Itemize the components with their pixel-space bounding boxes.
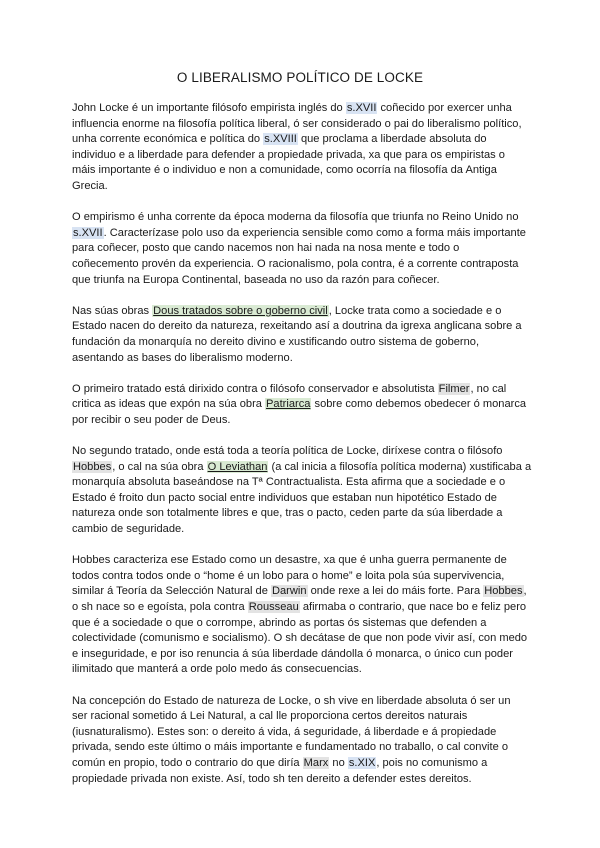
text-run: O primeiro tratado está dirixido contra o filósofo conservador e absolutista <box>72 382 438 395</box>
highlighted-work-title: O Leviathan <box>207 460 268 473</box>
text-run: ilimitado que manterá a orde polo medo ás consecuencias. <box>72 663 362 676</box>
text-run: privada, sendo este último o máis importante e fundamentado no traballo, o cal convite o <box>72 741 508 754</box>
text-run: que é a sociedade o que o corrompe, abrindo as portas ós sistemas que defenden a <box>72 616 487 629</box>
text-run: critica as ideas que expón na súa obra <box>72 398 266 411</box>
text-line <box>72 647 530 663</box>
document-body <box>72 101 530 803</box>
text-line <box>72 709 530 725</box>
text-run: no <box>329 756 348 769</box>
text-line <box>72 740 530 756</box>
text-line <box>72 631 530 647</box>
paragraph-7 <box>72 694 530 788</box>
text-line <box>72 444 530 460</box>
text-line <box>72 756 530 772</box>
highlighted-work-title: Patriarca <box>266 398 311 411</box>
text-line <box>72 257 530 273</box>
paragraph-2 <box>72 210 530 288</box>
text-run: , <box>523 585 527 598</box>
text-line <box>72 163 530 179</box>
text-line <box>72 413 530 429</box>
text-line <box>72 210 530 226</box>
paragraph-4 <box>72 382 530 429</box>
paragraph-6 <box>72 553 530 678</box>
text-run: e inseguridade, e por iso renuncia á súa liberdade dándolla ó monarca, o único cun poder <box>72 647 513 660</box>
text-line <box>72 600 530 616</box>
text-line <box>72 584 530 600</box>
text-line <box>72 460 530 476</box>
text-line <box>72 241 530 257</box>
text-run: todos contra todos onde o “home é un lobo para o home” e loita pola súa supervivencia, <box>72 569 505 582</box>
text-run: ser racional sometido á Lei Natural, a cal lle proporciona certos dereitos naturais <box>72 710 468 723</box>
text-run: propiedade privada non existe. Así, todo sh ten dereito a defender estes dereitos. <box>72 772 472 785</box>
text-run: o sh nace so e egoísta, pola contra <box>72 601 248 613</box>
text-line <box>72 506 530 522</box>
text-line <box>72 226 530 242</box>
text-line <box>72 772 530 788</box>
text-run: , pois no comunismo a <box>376 756 488 769</box>
text-run: asentando as bases do liberalismo moderno. <box>72 351 293 364</box>
text-line <box>72 304 530 320</box>
text-line <box>72 725 530 741</box>
text-line <box>72 179 530 195</box>
highlighted-term: Filmer <box>438 382 470 395</box>
highlighted-term: s.XIX <box>348 756 376 769</box>
text-run: O empirismo é unha corrente da época moderna da filosofía que triunfa no Reino Unido no <box>72 211 519 224</box>
text-line <box>72 335 530 351</box>
highlighted-term: s.XVII <box>346 102 377 114</box>
text-run: onde rexe a lei do máis forte. Para <box>307 585 484 598</box>
text-line <box>72 694 530 710</box>
text-run: Estado é froito dun pacto social entre individuos que estaban nun hipotético Estado de <box>72 491 497 504</box>
text-run: No segundo tratado, onde está toda a teoría política de Locke, diríxese contra o filósofo <box>72 445 503 458</box>
text-run: coñecido por exercer unha <box>377 102 512 114</box>
text-line <box>72 148 530 164</box>
highlighted-term: Marx <box>303 756 329 769</box>
text-run: fundación da monarquía no dereito divino e xustificando outro sistema de goberno, <box>72 335 480 348</box>
text-run: sobre como debemos obedecer ó monarca <box>311 398 527 411</box>
text-line <box>72 662 530 678</box>
text-line <box>72 491 530 507</box>
text-run: . Caracterízase polo uso da experiencia sensible como como a forma máis importante <box>103 226 526 239</box>
text-line <box>72 569 530 585</box>
text-run: Estado nacen do dereito da natureza, rexeitando así a doutrina da igrexa anglicana sobre a <box>72 320 522 333</box>
text-run: cambio de seguridade. <box>72 523 185 536</box>
text-run: para coñecer, posto que cando nacemos non hai nada na nosa mente e todo o <box>72 242 460 255</box>
text-run: John Locke é un importante filósofo empirista inglés do <box>72 102 346 114</box>
text-run: influencia enorme na filosofía política liberal, ó ser considerado o pai do liberalismo político, <box>72 117 522 130</box>
text-run: natureza onde son totalmente libres e que, tras o pacto, ceden parte da súa liberdade a <box>72 507 503 520</box>
text-run: común en propio, todo o contrario do que diría <box>72 756 303 769</box>
text-run: (a cal inicia a filosofía política moderna) xustificaba a <box>268 460 532 473</box>
text-line <box>72 319 530 335</box>
text-run: afirmaba o contrario, que nace bo e feliz pero <box>299 601 527 613</box>
text-line <box>72 132 530 148</box>
text-line <box>72 351 530 367</box>
paragraph-1 <box>72 101 530 195</box>
page-title: O LIBERALISMO POLÍTICO DE LOCKE <box>176 70 424 85</box>
highlighted-term: Hobbes <box>73 460 112 473</box>
highlighted-term: Rousseau <box>248 601 299 613</box>
text-line <box>72 382 530 398</box>
text-run: unha corrente económica e política do <box>72 133 264 146</box>
text-line <box>72 117 530 133</box>
paragraph-5 <box>72 444 530 538</box>
text-line <box>72 475 530 491</box>
text-line <box>72 522 530 538</box>
text-run: monarquía absoluta baseándose na Tª Contractualista. Esta afirma que a sociedade e o <box>72 476 506 489</box>
text-run: , no cal <box>470 382 507 395</box>
text-run: Nas súas obras <box>72 304 153 317</box>
text-line <box>72 397 530 413</box>
text-run: Na concepción do Estado de natureza de Locke, o sh vive en liberdade absoluta ó ser un <box>72 694 511 707</box>
paragraph-3 <box>72 304 530 366</box>
text-run: (iusnaturalismo). Estes son: o dereito á vida, á seguridade, á liberdade e á propiedade <box>72 725 497 738</box>
text-run: , o cal na súa obra <box>112 460 207 473</box>
text-line <box>72 273 530 289</box>
text-run: similar á Teoría da Selección Natural de <box>72 585 271 598</box>
text-run: por recibir o seu poder de Deus. <box>72 413 231 426</box>
text-run: Hobbes caracteriza ese Estado como un desastre, xa que é unha guerra permanente de <box>72 554 507 567</box>
text-line <box>72 553 530 569</box>
text-run: Grecia. <box>72 179 108 192</box>
highlighted-term: s.XVIII <box>264 133 297 146</box>
text-run: que proclama a liberdade absoluta do <box>297 133 487 146</box>
text-run: máis importante é o individuo e non a comunidade, como ocorría na filosofía da Antiga <box>72 164 497 177</box>
text-line <box>72 616 530 632</box>
text-run: coñecemento provén da experiencia. O racionalismo, pola contra, é a corrente contraposta <box>72 257 519 270</box>
highlighted-term: Hobbes <box>484 585 523 598</box>
text-run: individuo e a liberdade para defender a propiedade privada, xa que para os empiristas o <box>72 148 505 161</box>
highlighted-work-title: Dous tratados sobre o goberno civil <box>153 304 328 317</box>
highlighted-term: s.XVII <box>73 226 103 239</box>
text-run: , Locke trata como a sociedade e o <box>328 304 502 317</box>
highlighted-term: Darwin <box>271 585 307 598</box>
text-run: colectividade (comunismo e socialismo). O sh decátase de que non pode vivir así, con medo <box>72 632 528 645</box>
text-line <box>72 101 530 117</box>
text-run: que triunfa na Europa Continental, baseada no uso da razón para coñecer. <box>72 273 440 286</box>
